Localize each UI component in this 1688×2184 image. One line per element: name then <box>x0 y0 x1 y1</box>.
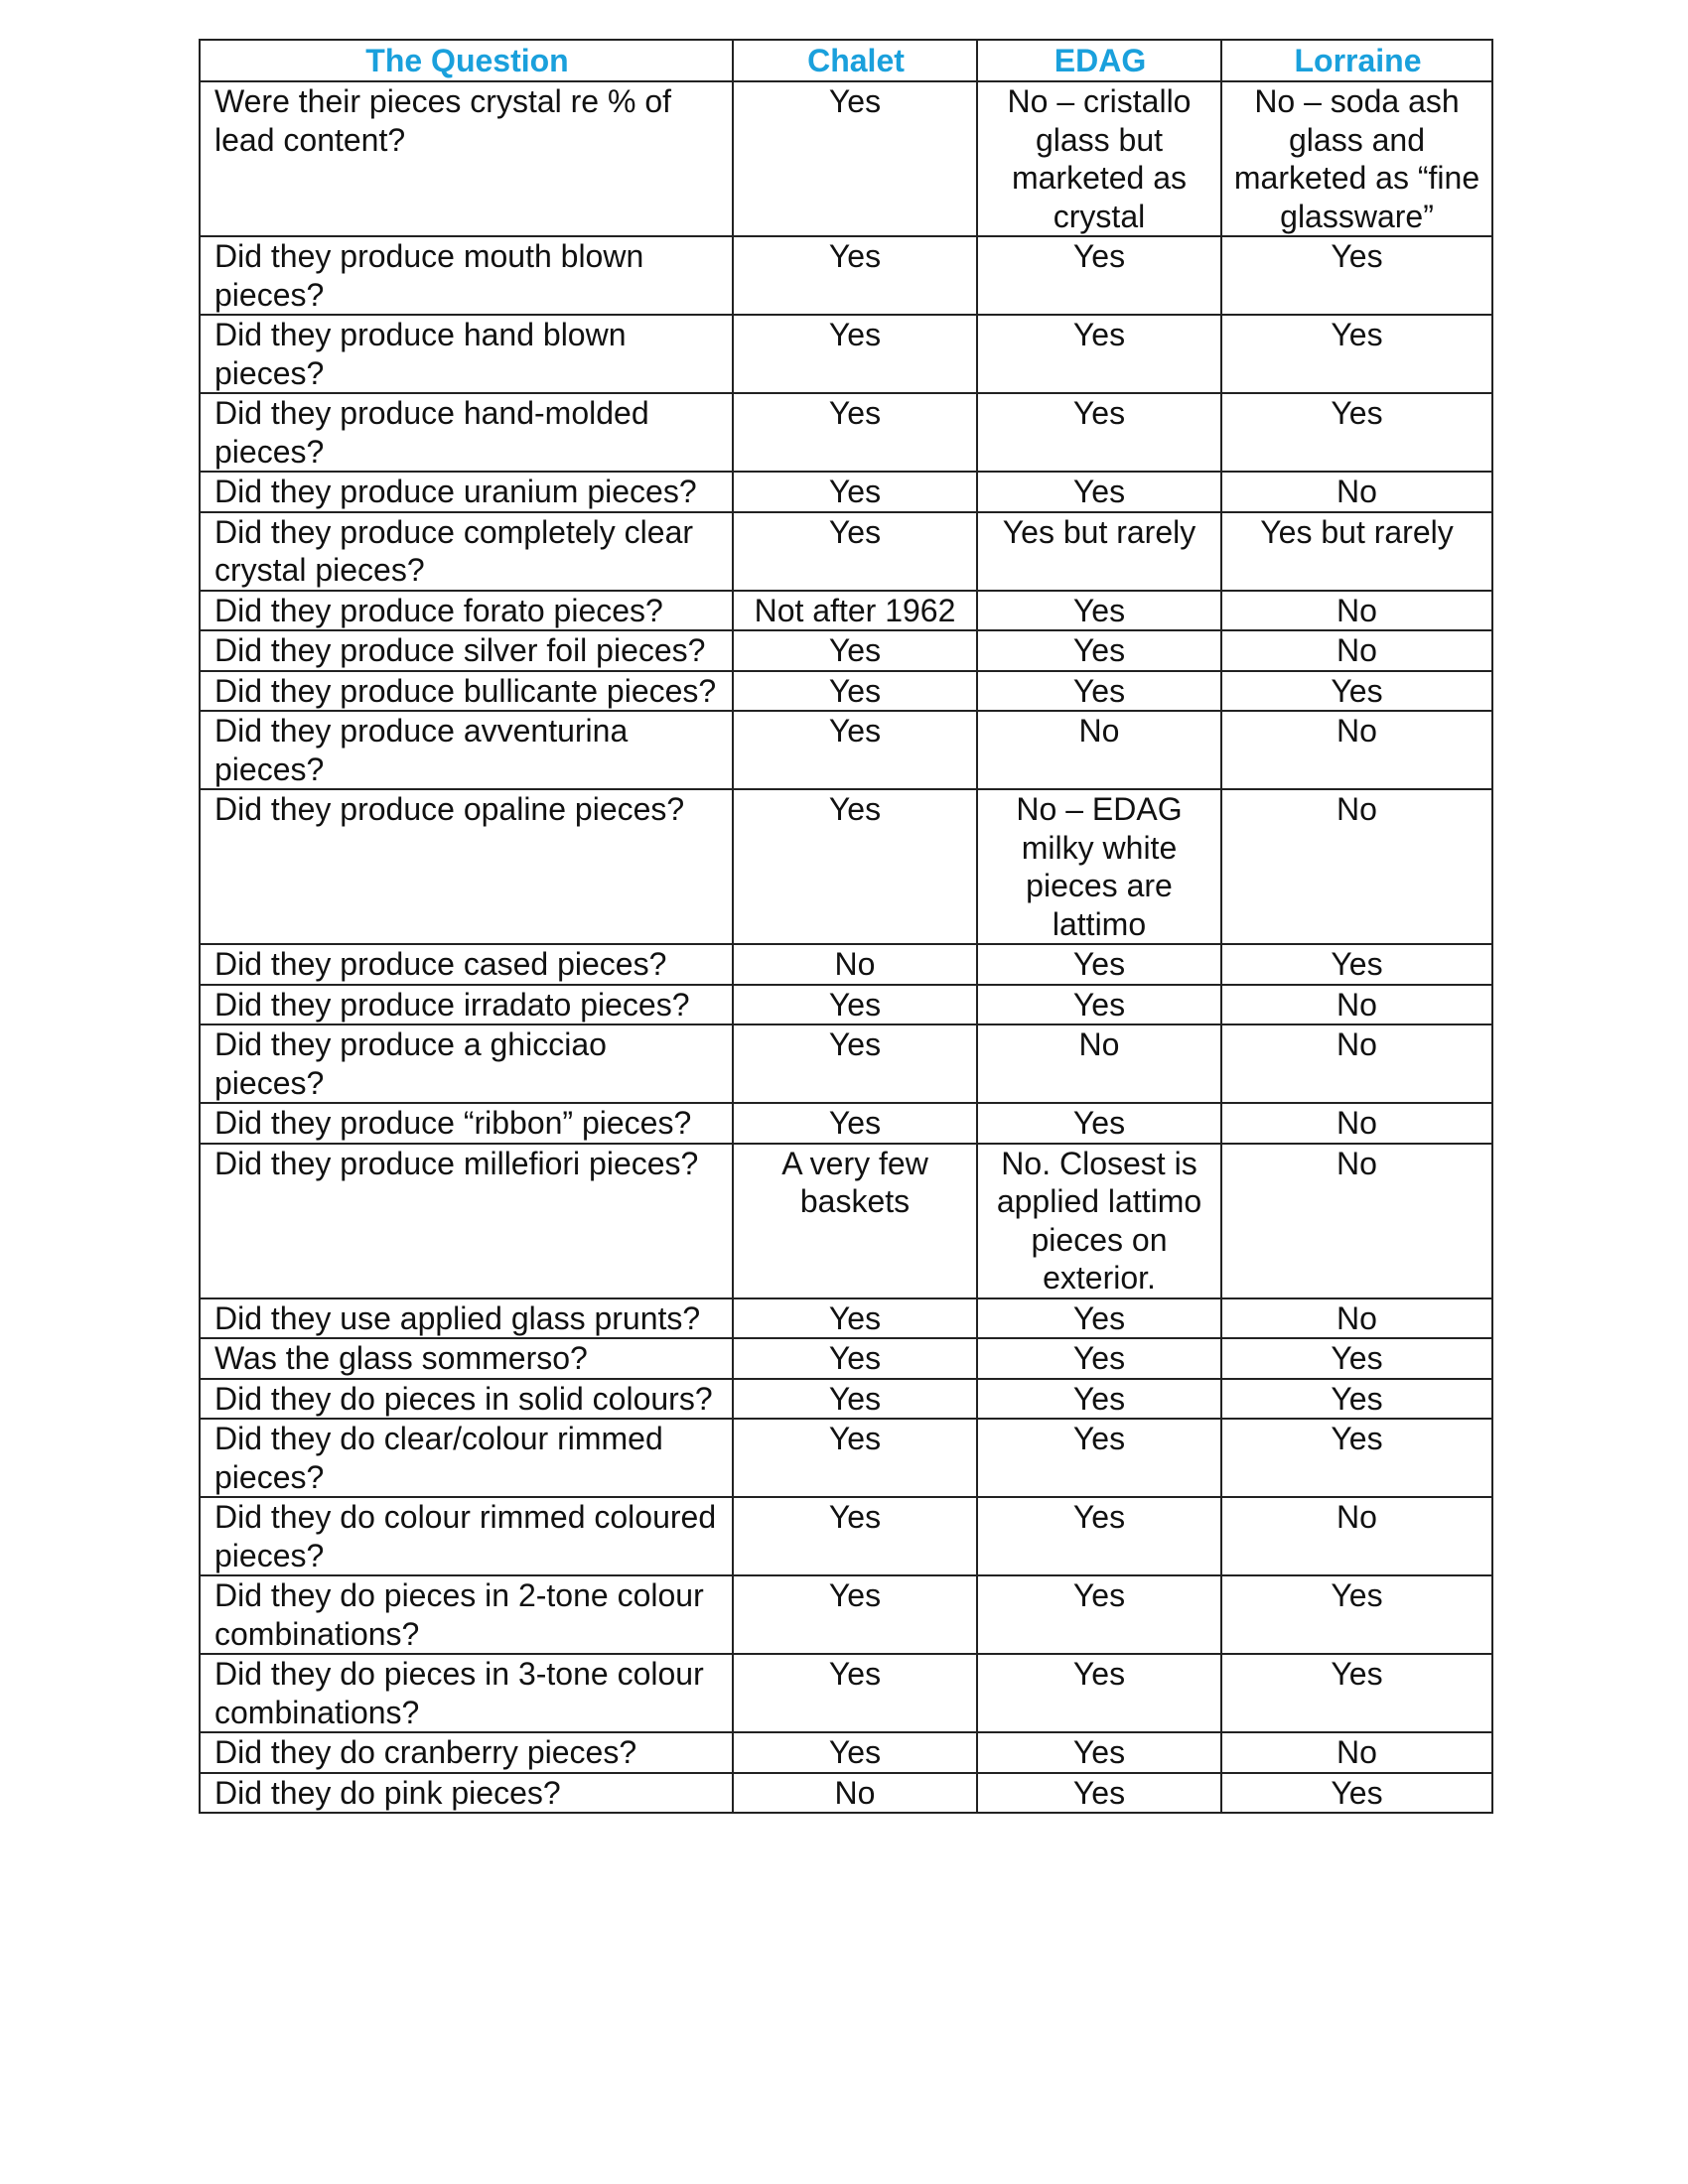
edag-cell: No <box>977 711 1221 789</box>
table-row <box>200 236 1492 315</box>
table-row <box>200 711 1492 789</box>
lorraine-cell: Yes <box>1221 315 1492 393</box>
lorraine-cell: Yes <box>1221 236 1492 315</box>
chalet-cell: Yes <box>733 1419 977 1497</box>
question-cell: Did they produce irradato pieces? <box>200 985 733 1025</box>
chalet-cell: Yes <box>733 81 977 236</box>
question-cell: Did they do cranberry pieces? <box>200 1732 733 1773</box>
chalet-cell: No <box>733 1773 977 1814</box>
question-cell: Did they do pieces in 3-tone colour combinations? <box>200 1654 733 1732</box>
question-cell: Did they produce a ghicciao pieces? <box>200 1024 733 1103</box>
chalet-cell: Yes <box>733 512 977 591</box>
table-row <box>200 1419 1492 1497</box>
lorraine-cell: Yes but rarely <box>1221 512 1492 591</box>
edag-cell: Yes <box>977 1419 1221 1497</box>
question-cell: Did they produce hand blown pieces? <box>200 315 733 393</box>
lorraine-cell: Yes <box>1221 393 1492 472</box>
question-cell: Did they produce forato pieces? <box>200 591 733 631</box>
edag-cell: Yes <box>977 671 1221 712</box>
question-cell: Did they do pieces in 2-tone colour combinations? <box>200 1575 733 1654</box>
lorraine-cell: No <box>1221 789 1492 944</box>
chalet-cell: Yes <box>733 315 977 393</box>
table-row <box>200 944 1492 985</box>
table-row <box>200 630 1492 671</box>
question-cell: Did they do clear/colour rimmed pieces? <box>200 1419 733 1497</box>
table-row <box>200 315 1492 393</box>
table-row <box>200 671 1492 712</box>
table-row <box>200 1379 1492 1420</box>
header-question: The Question <box>200 40 733 81</box>
header-chalet: Chalet <box>733 40 977 81</box>
edag-cell: Yes <box>977 630 1221 671</box>
lorraine-cell: Yes <box>1221 1654 1492 1732</box>
chalet-cell: A very few baskets <box>733 1144 977 1298</box>
lorraine-cell: No <box>1221 1024 1492 1103</box>
question-cell: Did they produce millefiori pieces? <box>200 1144 733 1298</box>
header-lorraine: Lorraine <box>1221 40 1492 81</box>
table-row <box>200 1654 1492 1732</box>
edag-cell: Yes <box>977 236 1221 315</box>
table-row <box>200 1575 1492 1654</box>
lorraine-cell: No <box>1221 711 1492 789</box>
table-row <box>200 985 1492 1025</box>
lorraine-cell: Yes <box>1221 1773 1492 1814</box>
question-cell: Did they do colour rimmed coloured pieces? <box>200 1497 733 1575</box>
chalet-cell: Yes <box>733 630 977 671</box>
edag-cell: Yes <box>977 1338 1221 1379</box>
chalet-cell: Not after 1962 <box>733 591 977 631</box>
question-cell: Did they produce avventurina pieces? <box>200 711 733 789</box>
table-row <box>200 472 1492 512</box>
chalet-cell: Yes <box>733 789 977 944</box>
lorraine-cell: Yes <box>1221 1575 1492 1654</box>
lorraine-cell: No <box>1221 1497 1492 1575</box>
edag-cell: Yes but rarely <box>977 512 1221 591</box>
question-cell: Did they produce hand-molded pieces? <box>200 393 733 472</box>
chalet-cell: Yes <box>733 711 977 789</box>
edag-cell: Yes <box>977 393 1221 472</box>
question-cell: Did they do pieces in solid colours? <box>200 1379 733 1420</box>
lorraine-cell: No <box>1221 1144 1492 1298</box>
edag-cell: No. Closest is applied lattimo pieces on exterior. <box>977 1144 1221 1298</box>
lorraine-cell: No <box>1221 1103 1492 1144</box>
edag-cell: Yes <box>977 315 1221 393</box>
lorraine-cell: No <box>1221 1732 1492 1773</box>
chalet-cell: Yes <box>733 1103 977 1144</box>
chalet-cell: Yes <box>733 671 977 712</box>
chalet-cell: Yes <box>733 1298 977 1339</box>
chalet-cell: Yes <box>733 236 977 315</box>
question-cell: Did they produce cased pieces? <box>200 944 733 985</box>
chalet-cell: Yes <box>733 1024 977 1103</box>
table-row <box>200 789 1492 944</box>
edag-cell: Yes <box>977 944 1221 985</box>
lorraine-cell: No <box>1221 1298 1492 1339</box>
chalet-cell: Yes <box>733 393 977 472</box>
table-row <box>200 512 1492 591</box>
edag-cell: No – cristallo glass but marketed as crystal <box>977 81 1221 236</box>
question-cell: Were their pieces crystal re % of lead content? <box>200 81 733 236</box>
lorraine-cell: Yes <box>1221 1338 1492 1379</box>
chalet-cell: Yes <box>733 1575 977 1654</box>
comparison-table <box>199 39 1493 1814</box>
question-cell: Did they produce bullicante pieces? <box>200 671 733 712</box>
edag-cell: No – EDAG milky white pieces are lattimo <box>977 789 1221 944</box>
edag-cell: Yes <box>977 472 1221 512</box>
lorraine-cell: No <box>1221 630 1492 671</box>
table-row <box>200 591 1492 631</box>
chalet-cell: Yes <box>733 985 977 1025</box>
question-cell: Did they produce “ribbon” pieces? <box>200 1103 733 1144</box>
lorraine-cell: Yes <box>1221 1419 1492 1497</box>
edag-cell: Yes <box>977 1575 1221 1654</box>
table-row <box>200 1497 1492 1575</box>
lorraine-cell: No <box>1221 591 1492 631</box>
header-edag: EDAG <box>977 40 1221 81</box>
lorraine-cell: No – soda ash glass and marketed as “fine glassware” <box>1221 81 1492 236</box>
lorraine-cell: No <box>1221 985 1492 1025</box>
edag-cell: Yes <box>977 985 1221 1025</box>
question-cell: Did they use applied glass prunts? <box>200 1298 733 1339</box>
table-row <box>200 1732 1492 1773</box>
edag-cell: Yes <box>977 1103 1221 1144</box>
lorraine-cell: Yes <box>1221 944 1492 985</box>
chalet-cell: No <box>733 944 977 985</box>
question-cell: Did they produce opaline pieces? <box>200 789 733 944</box>
table-row <box>200 81 1492 236</box>
question-cell: Did they produce mouth blown pieces? <box>200 236 733 315</box>
table-row <box>200 1103 1492 1144</box>
question-cell: Was the glass sommerso? <box>200 1338 733 1379</box>
question-cell: Did they do pink pieces? <box>200 1773 733 1814</box>
edag-cell: Yes <box>977 1379 1221 1420</box>
question-cell: Did they produce silver foil pieces? <box>200 630 733 671</box>
edag-cell: Yes <box>977 1732 1221 1773</box>
chalet-cell: Yes <box>733 1654 977 1732</box>
edag-cell: No <box>977 1024 1221 1103</box>
edag-cell: Yes <box>977 591 1221 631</box>
edag-cell: Yes <box>977 1298 1221 1339</box>
table-row <box>200 393 1492 472</box>
table-row <box>200 1338 1492 1379</box>
edag-cell: Yes <box>977 1654 1221 1732</box>
question-cell: Did they produce completely clear crystal pieces? <box>200 512 733 591</box>
table-body <box>200 81 1492 1813</box>
lorraine-cell: Yes <box>1221 1379 1492 1420</box>
question-cell: Did they produce uranium pieces? <box>200 472 733 512</box>
lorraine-cell: No <box>1221 472 1492 512</box>
table-row <box>200 1298 1492 1339</box>
chalet-cell: Yes <box>733 472 977 512</box>
edag-cell: Yes <box>977 1773 1221 1814</box>
table-row <box>200 1024 1492 1103</box>
chalet-cell: Yes <box>733 1338 977 1379</box>
header-row <box>200 40 1492 81</box>
table-row <box>200 1773 1492 1814</box>
edag-cell: Yes <box>977 1497 1221 1575</box>
lorraine-cell: Yes <box>1221 671 1492 712</box>
chalet-cell: Yes <box>733 1379 977 1420</box>
chalet-cell: Yes <box>733 1497 977 1575</box>
chalet-cell: Yes <box>733 1732 977 1773</box>
table-row <box>200 1144 1492 1298</box>
